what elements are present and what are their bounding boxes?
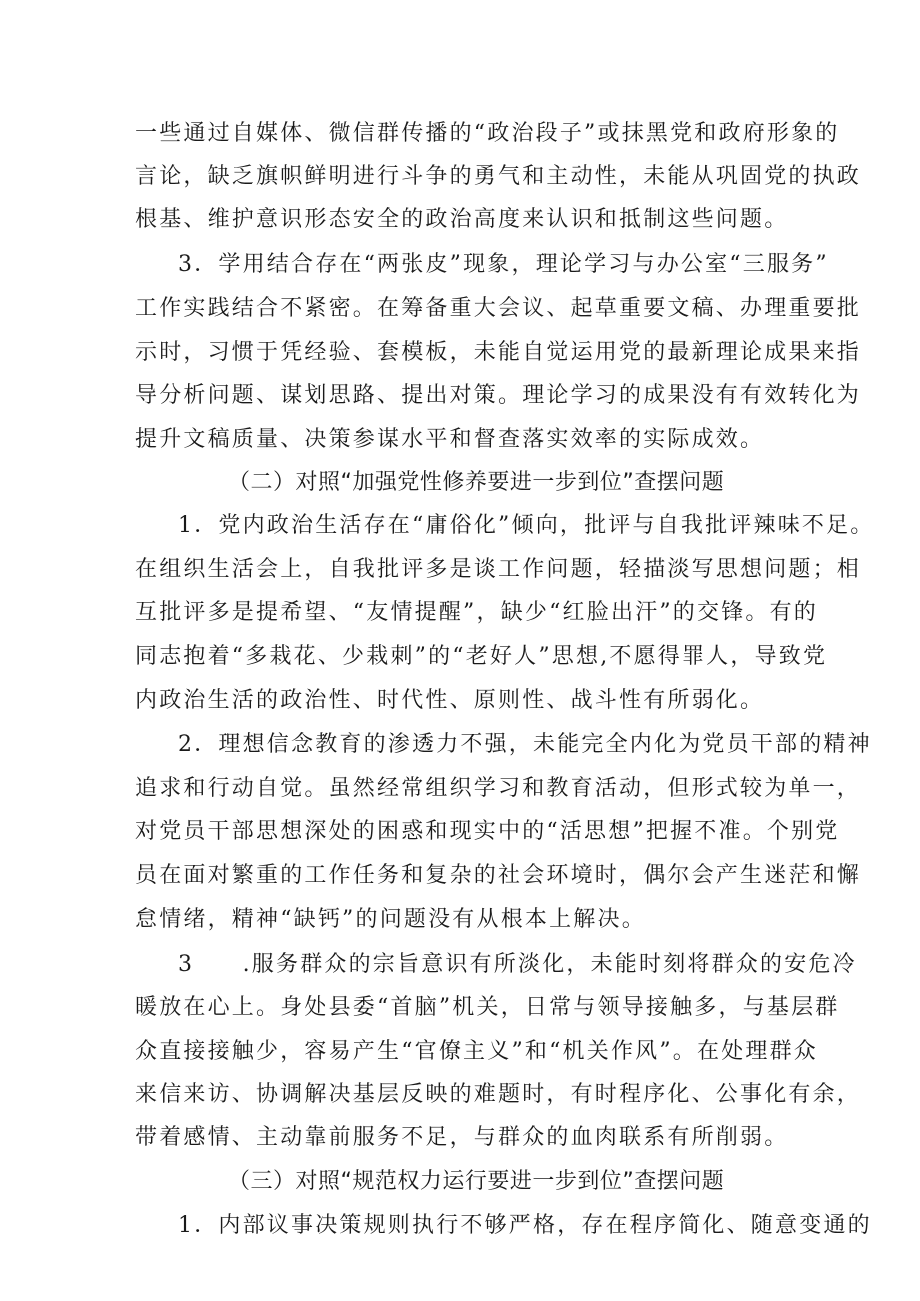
body-text-line: 言论，缺乏旗帜鲜明进行斗争的勇气和主动性，未能从巩固党的执政 [135, 164, 862, 189]
body-text-line: 互批评多是提希望、“友情提醒”，缺少“红脸出汗”的交锋。有的 [135, 600, 818, 625]
body-text-line: 1．内部议事决策规则执行不够严格，存在程序简化、随意变通的 [178, 1213, 872, 1238]
body-text-line: 导分析问题、谋划思路、提出对策。理论学习的成果没有有效转化为 [135, 383, 862, 408]
body-text-line: 带着感情、主动靠前服务不足，与群众的血肉联系有所削弱。 [135, 1125, 789, 1150]
body-text-line: 根基、维护意识形态安全的政治高度来认识和抵制这些问题。 [135, 207, 789, 232]
body-text-line: 2．理想信念教育的渗透力不强，未能完全内化为党员干部的精神 [178, 732, 872, 757]
body-text-line: 1．党内政治生活存在“庸俗化”倾向，批评与自我批评辣味不足。 [178, 513, 875, 538]
body-text-line: 对党员干部思想深处的困惑和现实中的“活思想”把握不准。个别党 [135, 819, 840, 844]
body-text-line: 内政治生活的政治性、时代性、原则性、战斗性有所弱化。 [135, 688, 765, 713]
body-text-line: 暖放在心上。身处县委“首脑”机关，日常与领导接触多，与基层群 [135, 995, 840, 1020]
section-heading: （三）对照“规范权力运行要进一步到位”查摆问题 [228, 1169, 725, 1194]
body-text-line: 同志抱着“多栽花、少栽刺”的“老好人”思想,不愿得罪人，导致党 [135, 644, 828, 669]
section-heading: （二）对照“加强党性修养要进一步到位”查摆问题 [228, 470, 725, 495]
body-text-line: 一些通过自媒体、微信群传播的“政治段子”或抹黑党和政府形象的 [135, 121, 840, 146]
body-text-line: 追求和行动自觉。虽然经常组织学习和教育活动，但形式较为单一， [135, 776, 862, 801]
body-text-line: 3 .服务群众的宗旨意识有所淡化，未能时刻将群众的安危冷 [178, 952, 857, 977]
body-text-line: 员在面对繁重的工作任务和复杂的社会环境时，偶尔会产生迷茫和懈 [135, 863, 862, 888]
body-text-line: 在组织生活会上，自我批评多是谈工作问题，轻描淡写思想问题；相 [135, 557, 862, 582]
body-text-line: 工作实践结合不紧密。在筹备重大会议、起草重要文稿、办理重要批 [135, 296, 862, 321]
body-text-line: 提升文稿质量、决策参谋水平和督查落实效率的实际成效。 [135, 427, 765, 452]
body-text-line: 怠情绪，精神“缺钙”的问题没有从根本上解决。 [135, 907, 646, 932]
body-text-line: 3．学用结合存在“两张皮”现象，理论学习与办公室“三服务” [178, 252, 829, 277]
body-text-line: 示时，习惯于凭经验、套模板，未能自觉运用党的最新理论成果来指 [135, 340, 862, 365]
body-text-line: 来信来访、协调解决基层反映的难题时，有时程序化、公事化有余， [135, 1082, 862, 1107]
body-text-line: 众直接接触少，容易产生“官僚主义”和“机关作风”。在处理群众 [135, 1039, 818, 1064]
